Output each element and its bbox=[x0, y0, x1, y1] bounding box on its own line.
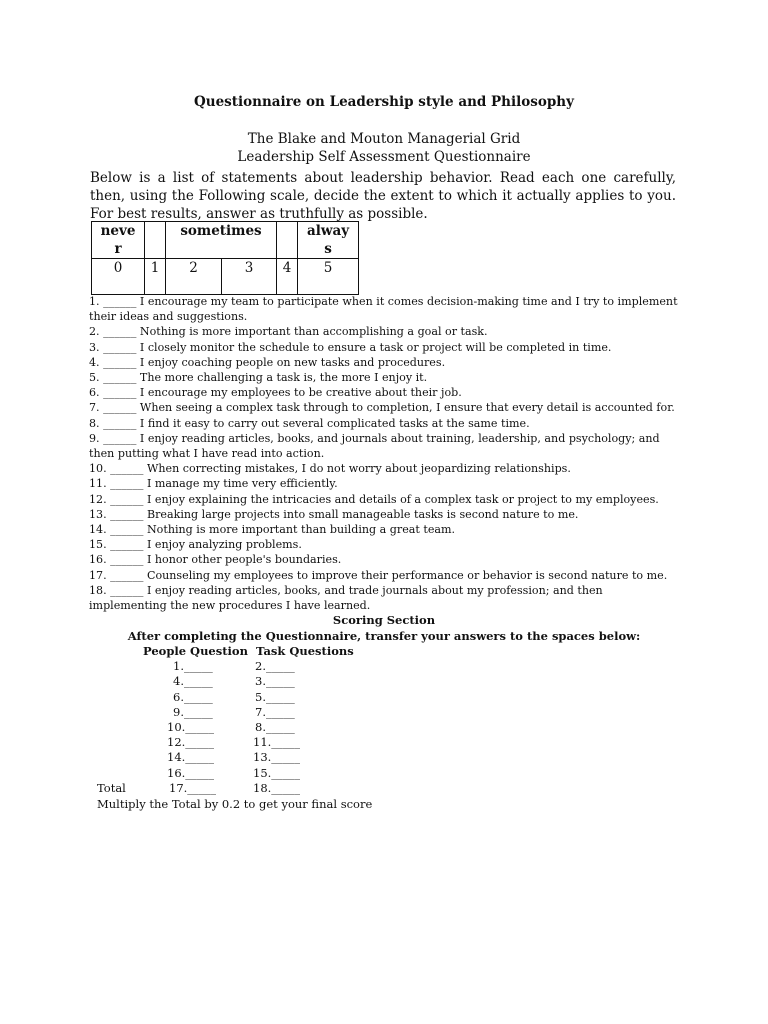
question-item: 6. ______ I encourage my employees to be creative about their job. bbox=[89, 386, 462, 400]
question-item: 11. ______ I manage my time very efficiently. bbox=[89, 477, 338, 491]
question-item: 5. ______ The more challenging a task is, the more I enjoy it. bbox=[89, 371, 428, 385]
people-answer-blank: 16._____ bbox=[167, 766, 215, 780]
question-item: 4. ______ I enjoy coaching people on new tasks and procedures. bbox=[89, 355, 446, 369]
question-item: 13. ______ Breaking large projects into small manageable tasks is second nature to me. bbox=[89, 507, 579, 521]
people-answer-blank: 4._____ bbox=[173, 674, 213, 688]
scale-value-1: 1 bbox=[145, 259, 166, 295]
question-item: 14. ______ Nothing is more important than building a great team. bbox=[89, 523, 456, 537]
task-answer-blank: 11._____ bbox=[253, 735, 301, 749]
scale-sometimes-label: sometimes bbox=[166, 222, 277, 259]
question-item: 18. ______ I enjoy reading articles, books, and trade journals about my profession; and then implementing the new procedures I have learned. bbox=[89, 583, 603, 613]
question-item: 7. ______ When seeing a complex task through to completion, I ensure that every detail is accounted for. bbox=[89, 401, 675, 415]
question-item: 17. ______ Counseling my employees to improve their performance or behavior is second nature to me. bbox=[89, 568, 668, 582]
task-answer-blank: 5._____ bbox=[255, 690, 295, 704]
intro-paragraph: Below is a list of statements about leadership behavior. Read each one carefully, then, using the Following scale, decide the extent to which it actually applies to you. For best results, answer as truthfully as possible. bbox=[90, 170, 676, 222]
scale-value-4: 4 bbox=[277, 259, 298, 295]
task-answer-blank: 8._____ bbox=[255, 720, 295, 734]
scale-always-label: alway s bbox=[298, 222, 359, 259]
task-answer-blank: 18._____ bbox=[253, 781, 301, 795]
scale-value-3: 3 bbox=[222, 259, 277, 295]
scale-never-label: neve r bbox=[92, 222, 145, 259]
question-item: 9. ______ I enjoy reading articles, books, and journals about training, leadership, and psychology; and then putting what I have read into action. bbox=[89, 431, 660, 461]
page-title: Questionnaire on Leadership style and Philosophy bbox=[194, 94, 574, 110]
people-answer-blank: 12._____ bbox=[167, 735, 215, 749]
scale-value-0: 0 bbox=[92, 259, 145, 295]
multiply-note: Multiply the Total by 0.2 to get your final score bbox=[97, 797, 373, 811]
question-item: 8. ______ I find it easy to carry out several complicated tasks at the same time. bbox=[89, 416, 530, 430]
people-answer-blank: 14._____ bbox=[167, 750, 215, 764]
people-answer-blank: 9._____ bbox=[173, 705, 213, 719]
task-answer-blank: 13._____ bbox=[253, 750, 301, 764]
people-answer-blank: 1._____ bbox=[173, 659, 213, 673]
rating-scale-table bbox=[91, 221, 359, 295]
subtitle-questionnaire: Leadership Self Assessment Questionnaire bbox=[237, 149, 531, 165]
question-list bbox=[89, 294, 681, 613]
scale-value-5: 5 bbox=[298, 259, 359, 295]
people-answer-blank: 10._____ bbox=[167, 720, 215, 734]
scale-empty-cell bbox=[145, 222, 166, 259]
question-item: 16. ______ I honor other people's boundaries. bbox=[89, 553, 342, 567]
scoring-instruction: After completing the Questionnaire, transfer your answers to the spaces below: bbox=[127, 629, 641, 643]
total-label: Total bbox=[97, 781, 126, 795]
question-item: 15. ______ I enjoy analyzing problems. bbox=[89, 538, 302, 552]
question-item: 10. ______ When correcting mistakes, I do not worry about jeopardizing relationships. bbox=[89, 462, 571, 476]
question-item: 12. ______ I enjoy explaining the intricacies and details of a complex task or project to my employees. bbox=[89, 492, 659, 506]
people-answer-blank: 17._____ bbox=[169, 781, 217, 795]
scale-value-2: 2 bbox=[166, 259, 222, 295]
subtitle-grid: The Blake and Mouton Managerial Grid bbox=[247, 131, 521, 147]
question-item: 2. ______ Nothing is more important than accomplishing a goal or task. bbox=[89, 325, 488, 339]
scoring-section-title: Scoring Section bbox=[332, 613, 436, 627]
task-answer-blank: 2._____ bbox=[255, 659, 295, 673]
people-question-header: People Question bbox=[143, 644, 248, 658]
task-answer-blank: 15._____ bbox=[253, 766, 301, 780]
people-answer-blank: 6._____ bbox=[173, 690, 213, 704]
question-item: 3. ______ I closely monitor the schedule to ensure a task or project will be completed in time. bbox=[89, 340, 612, 354]
task-answer-blank: 3._____ bbox=[255, 674, 295, 688]
scale-empty-cell bbox=[277, 222, 298, 259]
question-item: 1. ______ I encourage my team to participate when it comes decision-making time and I try to implement their ideas and suggestions. bbox=[89, 295, 678, 324]
task-answer-blank: 7._____ bbox=[255, 705, 295, 719]
task-questions-header: Task Questions bbox=[256, 644, 354, 658]
